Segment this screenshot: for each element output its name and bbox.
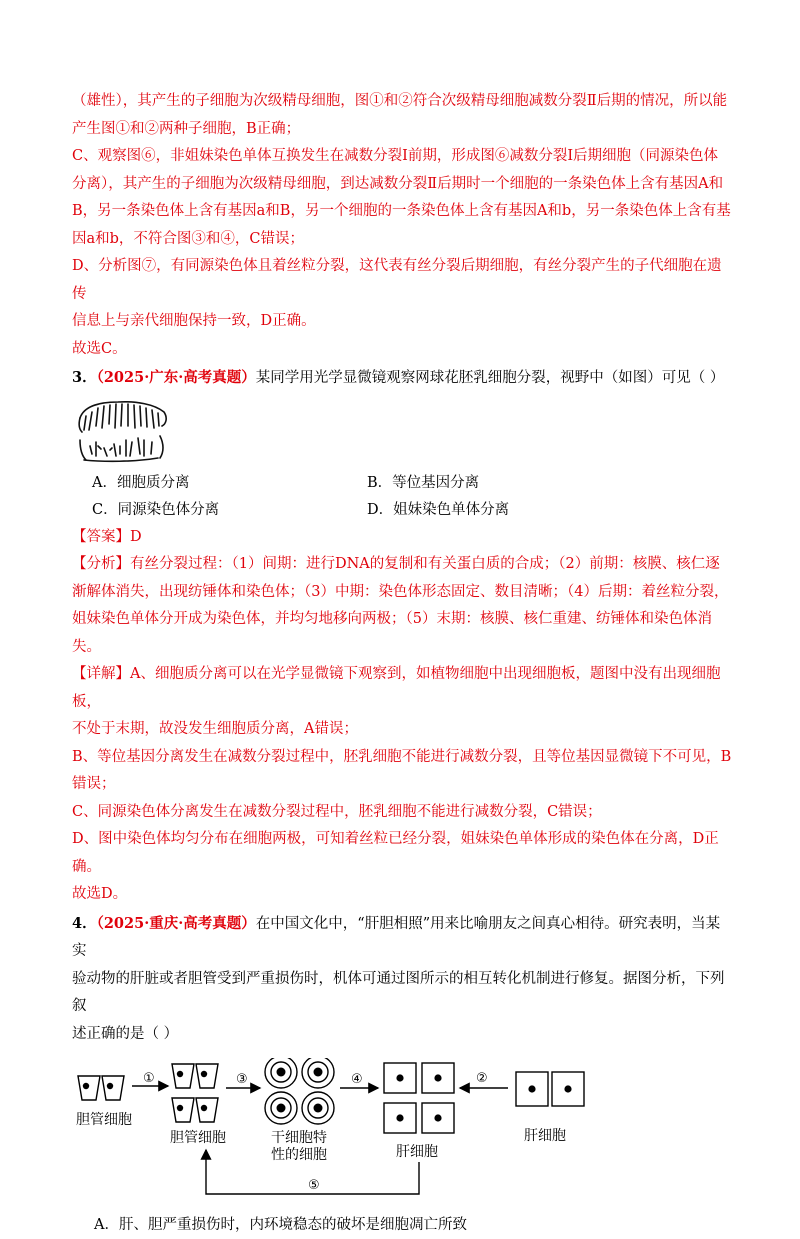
explanation-line: （雄性），其产生的子细胞为次级精母细胞，图①和②符合次级精母细胞减数分裂Ⅱ后期的情况，所以能 <box>72 88 732 116</box>
previous-explanation <box>72 88 732 363</box>
question-source: （2025·广东·高考真题） <box>97 369 256 386</box>
detail-tag: 【详解】 <box>72 666 130 682</box>
detail-line <box>72 661 732 716</box>
question-stem <box>72 364 732 393</box>
explanation-line: 因a和b，不符合图③和④，C错误； <box>72 226 732 254</box>
explanation-line: 故选C。 <box>72 336 732 364</box>
explanation-line: 信息上与亲代细胞保持一致，D正确。 <box>72 308 732 336</box>
detail-line: B、等位基因分离发生在减数分裂过程中，胚乳细胞不能进行减数分裂，且等位基因显微镜下不可见，B <box>72 744 732 772</box>
explanation-line: 分离），其产生的子细胞为次级精母细胞，到达减数分裂Ⅱ后期时一个细胞的一条染色体上含有基因A和 <box>72 171 732 199</box>
answer-value: D <box>130 529 142 545</box>
stem-like-cells-label-2: 性的细胞 <box>271 1146 327 1163</box>
options-row-2 <box>72 497 732 524</box>
explanation-line: B，另一条染色体上含有基因a和B，另一个细胞的一条染色体上含有基因A和b，另一条染色体上含有基 <box>72 198 732 226</box>
options-row-1 <box>72 470 732 497</box>
detail-line: 不处于末期，故没发生细胞质分离，A错误； <box>72 716 732 744</box>
stem-like-cells <box>265 1058 334 1124</box>
question-4 <box>72 910 732 1239</box>
step-1-label: ① <box>143 1071 155 1086</box>
step-2-label: ② <box>476 1071 488 1086</box>
question-number: 3． <box>72 369 97 386</box>
detail-line: C、同源染色体分离发生在减数分裂过程中，胚乳细胞不能进行减数分裂，C错误； <box>72 799 732 827</box>
explanation-line: C、观察图⑥，非姐妹染色单体互换发生在减数分裂Ⅰ前期，形成图⑥减数分裂Ⅰ后期细胞（同源染色体 <box>72 143 732 171</box>
option-d[interactable]: D．姐妹染色单体分离 <box>367 497 509 524</box>
analysis-line: 渐解体消失，出现纺锤体和染色体；（3）中期：染色体形态固定、数目清晰；（4）后期：着丝粒分裂， <box>72 579 732 607</box>
option-a[interactable]: A．肝、胆严重损伤时，内环境稳态的破坏是细胞凋亡所致 <box>94 1212 467 1239</box>
option-a[interactable]: A．细胞质分离 <box>92 470 367 497</box>
liver-cells-proliferated <box>384 1063 454 1133</box>
stem-like-cells-label-1: 干细胞特 <box>271 1129 327 1146</box>
analysis-text: 有丝分裂过程：（1）间期：进行DNA的复制和有关蛋白质的合成；（2）前期：核膜、核仁逐 <box>130 556 720 572</box>
options-row-1 <box>72 1212 732 1239</box>
microscope-view-figure <box>74 396 174 464</box>
analysis-line <box>72 551 732 579</box>
cell-conversion-diagram <box>76 1058 596 1208</box>
question-3 <box>72 364 732 909</box>
option-b[interactable]: B．等位基因分离 <box>367 470 479 497</box>
question-text: 某同学用光学显微镜观察网球花胚乳细胞分裂，视野中（如图）可见（ ） <box>256 370 725 386</box>
analysis-line: 姐妹染色单体分开成为染色体，并均匀地移向两极；（5）末期：核膜、核仁重建、纺锤体和染色体消失。 <box>72 606 732 661</box>
answer-line <box>72 524 732 552</box>
liver-cells-initial <box>516 1072 584 1106</box>
question-stem <box>72 910 732 966</box>
option-c[interactable]: C．同源染色体分离 <box>92 497 367 524</box>
detail-line: 故选D。 <box>72 881 732 909</box>
step-5-label: ⑤ <box>308 1178 320 1193</box>
step-4-label: ④ <box>351 1072 363 1087</box>
detail-text: A、细胞质分离可以在光学显微镜下观察到，如植物细胞中出现细胞板，题图中没有出现细胞板， <box>72 666 720 710</box>
liver-cells-label: 肝细胞 <box>396 1144 438 1160</box>
question-text: 在中国文化中，“肝胆相照”用来比喻朋友之间真心相待。研究表明，当某实 <box>72 916 720 960</box>
question-number: 4． <box>72 915 97 932</box>
bile-duct-cells-label-2: 胆管细胞 <box>170 1130 226 1146</box>
analysis-tag: 【分析】 <box>72 556 130 572</box>
liver-cells-label-2: 肝细胞 <box>524 1128 566 1144</box>
detail-line: D、图中染色体均匀分布在细胞两极，可知着丝粒已经分裂，姐妹染色单体形成的染色体在分离，D正确。 <box>72 826 732 881</box>
detail-line: 错误； <box>72 771 732 799</box>
question-text-line: 验动物的肝脏或者胆管受到严重损伤时，机体可通过图所示的相互转化机制进行修复。据图分析，下列叙 <box>72 966 732 1021</box>
question-source: （2025·重庆·高考真题） <box>97 915 256 932</box>
document-page <box>72 88 732 1239</box>
step-3-label: ③ <box>236 1072 248 1087</box>
explanation-line: 产生图①和②两种子细胞，B正确； <box>72 116 732 144</box>
bile-duct-cells-label: 胆管细胞 <box>76 1112 132 1128</box>
question-text-line: 述正确的是（ ） <box>72 1021 732 1049</box>
answer-tag: 【答案】 <box>72 529 130 545</box>
explanation-line: D、分析图⑦，有同源染色体且着丝粒分裂，这代表有丝分裂后期细胞，有丝分裂产生的子代细胞在遗传 <box>72 253 732 308</box>
